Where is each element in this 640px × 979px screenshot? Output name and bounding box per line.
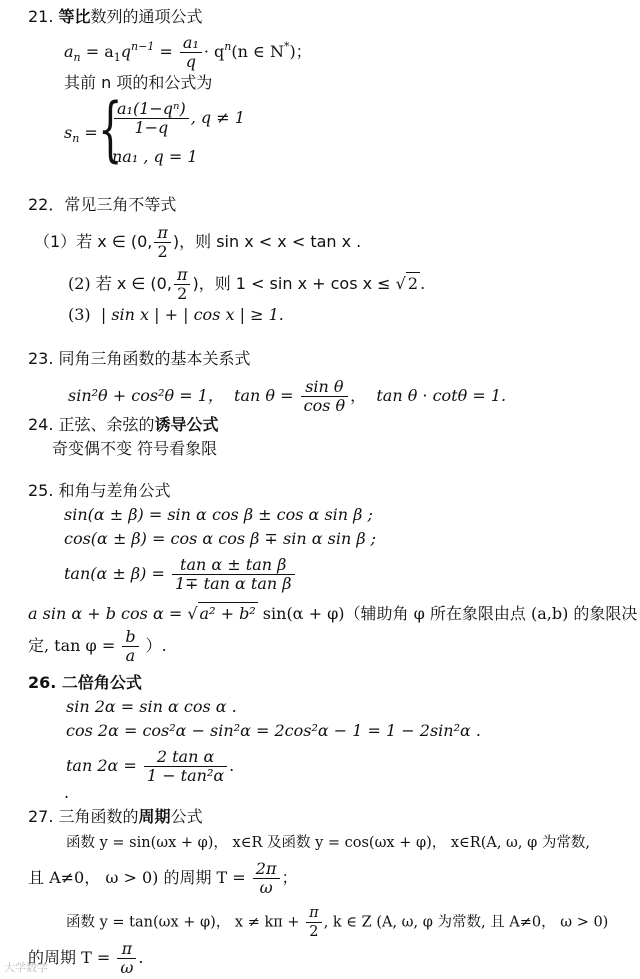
- period-tan: [66, 904, 608, 941]
- p2-pre: 且 A≠0， ω > 0) 的周期 T =: [28, 868, 251, 887]
- frac-den: q: [185, 52, 196, 71]
- fraction: [306, 904, 322, 941]
- tan-post: .: [229, 756, 235, 775]
- item-post: )，则 1 < sin x + cos x ≤: [192, 274, 396, 293]
- frac-num: 2 tan α: [144, 748, 227, 767]
- identity-formulas: [68, 378, 506, 415]
- formula-q-exp: n−1: [131, 40, 155, 53]
- frac-den: 1∓ tan α tan β: [174, 574, 292, 593]
- formula-q: q: [120, 42, 132, 61]
- double-tan-formula: [66, 748, 234, 785]
- frac-num: a₁: [180, 34, 202, 53]
- frac-den: ω: [259, 878, 273, 897]
- identity-2-pre: tan θ =: [234, 386, 299, 405]
- formula-cond: (n ∈ N: [231, 42, 284, 61]
- sum-sin-formula: sin(α ± β) = sin α cos β ± cos α sin β ;: [64, 505, 373, 524]
- inequality-3: [68, 304, 284, 326]
- tan-pre: tan 2α =: [66, 756, 142, 775]
- fraction: [172, 556, 295, 593]
- p4-pre: 的周期 T =: [28, 948, 116, 967]
- case1-num: a₁(1−qⁿ): [114, 100, 189, 119]
- item-pre: 若 x ∈ (0,: [95, 274, 172, 293]
- formula-lhs: a: [64, 42, 74, 61]
- piecewise-brace: {: [98, 88, 123, 170]
- frac-num: π: [306, 904, 322, 923]
- fraction: [144, 748, 227, 785]
- sqrt-arg: a² + b²: [199, 604, 256, 623]
- formula-end: )；: [289, 42, 312, 61]
- fraction: [174, 266, 191, 303]
- heading-post: 公式: [170, 807, 203, 826]
- watermark: 大学数学: [4, 961, 48, 974]
- sum-case-2: na₁ , q = 1: [112, 147, 198, 166]
- frac-den: 2: [309, 924, 319, 940]
- sum-cos-formula: cos(α ± β) = cos α cos β ∓ sin α sin β ;: [64, 529, 377, 548]
- frac-num: b: [122, 628, 138, 647]
- heading-bold: 诱导公式: [154, 415, 219, 434]
- aux-post: sin(α + φ)（辅助角 φ 所在象限由点 (a,b) 的象限决: [257, 604, 638, 623]
- sum-case-1: [112, 100, 245, 137]
- sum-s: s: [64, 123, 73, 142]
- frac-den: 2: [177, 284, 188, 303]
- section-21-heading: [28, 6, 203, 28]
- auxiliary-angle-formula: a sin α + b cos α = √ a² + b² sin(α + φ)（辅助角 φ 所在象限由点 (a,b) 的象限决: [28, 604, 638, 623]
- fraction: [253, 860, 280, 897]
- frac-num: π: [154, 224, 171, 243]
- inequality-1: [34, 224, 361, 261]
- tan-pre: tan(α ± β) =: [64, 564, 170, 583]
- sum-tan-formula: [64, 556, 297, 593]
- identity-2-post: ，: [350, 386, 367, 405]
- double-sin-formula: sin 2α = sin α cos α .: [66, 697, 237, 716]
- aux-pre: a sin α + b cos α =: [28, 604, 188, 623]
- p2-post: ；: [281, 868, 298, 887]
- item-post: )，则 sin x < x < tan x .: [172, 232, 362, 251]
- fraction: [117, 940, 136, 977]
- period-sin-cos: 函数 y = sin(ωx + φ)， x∈R 及函数 y = cos(ωx + φ)， x∈R(A, ω, φ 为常数,: [66, 835, 590, 851]
- sum-intro: 其前 n 项的和公式为: [64, 73, 213, 92]
- identity-1: sin²θ + cos²θ = 1，: [68, 386, 224, 405]
- frac-den: a: [125, 646, 136, 665]
- frac-den: 2: [157, 242, 168, 261]
- item-end: .: [420, 274, 426, 293]
- p4-post: .: [138, 948, 144, 967]
- geometric-term-formula: $a_n = a_1q^{n-1}$ = $\frac{\text{a₁}}{q}$ · $q^n(n$ ∈ N*)；: [64, 33, 312, 71]
- section-25-heading: 25. 和角与差角公式: [28, 481, 171, 500]
- item-text: | sin x | + | cos x | ≥ 1.: [100, 305, 284, 324]
- auxiliary-angle-tan: [28, 628, 167, 665]
- section-27-heading: [28, 806, 203, 828]
- frac-num: 2π: [253, 860, 280, 879]
- item-label: （1）: [34, 232, 77, 251]
- aux2-post: ）.: [140, 636, 167, 655]
- frac-den: ω: [120, 958, 134, 977]
- inequality-2: (2) 若 x ∈ (0, $\frac{\pi}{2}$ )，则 1 < sin x + cos x ≤ √ 2 .: [68, 265, 426, 303]
- heading-pre: 24. 正弦、余弦的: [28, 415, 155, 434]
- period-sin-cos-result: [28, 860, 298, 897]
- heading-number: 21.: [28, 7, 59, 26]
- frac-den: 1 − tan²α: [146, 766, 225, 785]
- item-label: (3): [68, 305, 91, 324]
- section-26-heading: 26. 二倍角公式: [28, 673, 142, 692]
- frac-num: π: [174, 266, 191, 285]
- aux2-pre: 定, tan φ =: [28, 636, 121, 655]
- mnemonic-line: 奇变偶不变 符号看象限: [52, 439, 218, 458]
- heading-pre: 27. 三角函数的: [28, 807, 139, 826]
- fraction: [180, 34, 202, 71]
- fraction: [154, 224, 171, 261]
- case1-den: 1−q: [134, 118, 169, 137]
- fraction: [301, 378, 349, 415]
- frac-den: cos θ: [303, 396, 346, 415]
- item-pre: 若 x ∈ (0,: [76, 232, 153, 251]
- formula-eq2: =: [154, 42, 178, 61]
- section-24-heading: [28, 414, 219, 436]
- formula-tail-exp: n: [224, 40, 232, 53]
- p3-post: , k ∈ Z (A, ω, φ 为常数, 且 A≠0， ω > 0): [323, 914, 609, 931]
- sum-lhs: $s_n$ =: [64, 123, 98, 145]
- formula-mid: = a: [80, 42, 114, 61]
- frac-num: π: [117, 940, 136, 959]
- section-22-heading: 22．常见三角不等式: [28, 195, 177, 214]
- section-23-heading: 23. 同角三角函数的基本关系式: [28, 349, 251, 368]
- frac-num: tan α ± tan β: [172, 556, 295, 575]
- heading-bold: 周期: [138, 807, 171, 826]
- item-label: (2): [68, 274, 91, 293]
- heading-rest: 数列的通项公式: [90, 7, 203, 26]
- stray-dot: .: [64, 783, 70, 802]
- heading-bold: 等比: [58, 7, 91, 26]
- p3-pre: 函数 y = tan(ωx + φ)， x ≠ kπ +: [66, 914, 305, 931]
- case1-fraction: [114, 100, 189, 137]
- formula-tail: · q: [203, 42, 225, 61]
- identity-3: tan θ · cotθ = 1.: [376, 386, 507, 405]
- sqrt-arg: 2: [407, 274, 419, 293]
- formula-cond-exp: *: [283, 40, 290, 53]
- case1-cond: , q ≠ 1: [190, 108, 245, 127]
- double-cos-formula: cos 2α = cos²α − sin²α = 2cos²α − 1 = 1 − 2sin²α .: [66, 721, 481, 740]
- frac-num: sin θ: [301, 378, 349, 397]
- fraction: [122, 628, 138, 665]
